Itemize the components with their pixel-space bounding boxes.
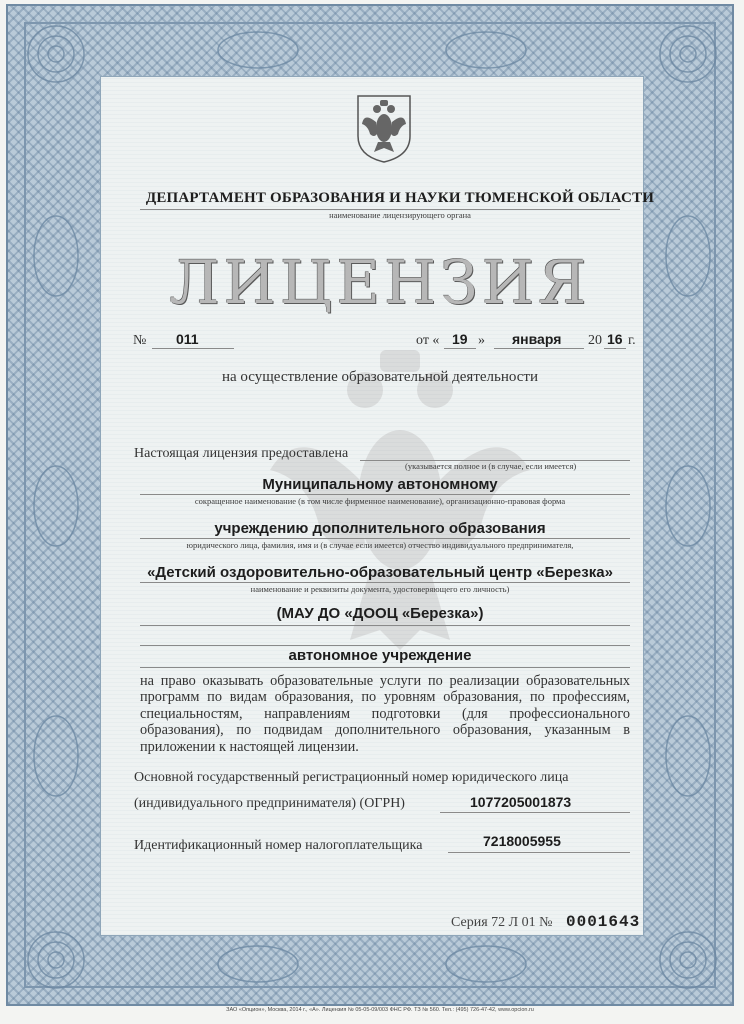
date-month: января <box>512 331 562 347</box>
number-label: № <box>133 333 147 348</box>
year-underline <box>604 348 626 349</box>
date-from-label: от « <box>416 333 440 348</box>
issued-caption-1: (указывается полное и (в случае, если имеется) <box>405 461 577 471</box>
issued-line-2 <box>140 538 630 539</box>
printer-footer: ЗАО «Опцион», Москва, 2014 г., «А». Лицензия № 05-05-09/003 ФНС РФ. ТЗ № 560. Тел.: (495) 726-47-42, www.opcion.ru <box>226 1007 534 1013</box>
issued-name-line3: «Детский оздоровительно-образовательный центр «Березка» <box>147 564 613 581</box>
issued-caption-4: наименование и реквизиты документа, удостоверяющего его личность) <box>250 584 510 594</box>
license-title: ЛИЦЕНЗИЯ <box>169 248 591 318</box>
month-underline <box>494 348 584 349</box>
issued-line-3 <box>140 582 630 583</box>
license-number: 011 <box>176 331 199 347</box>
department-name: ДЕПАРТАМЕНТ ОБРАЗОВАНИЯ И НАУКИ ТЮМЕНСКОЙ ОБЛАСТИ <box>145 190 655 206</box>
inn-label: Идентификационный номер налогоплательщика <box>134 838 423 853</box>
issued-line-6 <box>140 667 630 668</box>
date-day: 19 <box>452 331 468 347</box>
ogrn-value: 1077205001873 <box>470 794 572 810</box>
date-close-quote: » <box>478 333 485 348</box>
rights-paragraph: на право оказывать образовательные услуги по реализации образовательных программ по видам образования, по уровням образования, по профессиям, специальностям, направлениям подготовки (для профессионального образования), по подвидам дополнительного образования, указанным в приложении к настоящей лицензии. <box>140 673 630 755</box>
license-purpose: на осуществление образовательной деятельности <box>221 369 539 385</box>
ogrn-underline <box>440 812 630 813</box>
issued-org-form: автономное учреждение <box>288 647 472 664</box>
serial-number: 0001643 <box>566 913 641 931</box>
ogrn-label-line2: (индивидуального предпринимателя) (ОГРН) <box>134 796 405 811</box>
issued-name-line4: (МАУ ДО «ДООЦ «Березка») <box>276 605 484 622</box>
coat-of-arms-icon <box>354 92 414 164</box>
department-caption: наименование лицензирующего органа <box>329 210 471 220</box>
date-year-prefix: 20 <box>588 333 602 348</box>
ogrn-label-line1: Основной государственный регистрационный номер юридического лица <box>134 770 569 785</box>
issued-caption-2: сокращенное наименование (в том числе фирменное наименование), организационно-правовая форма <box>194 496 566 506</box>
issued-line-1 <box>140 494 630 495</box>
issued-caption-3: юридического лица, фамилия, имя и (в случае если имеется) отчество индивидуального предпринимателя, <box>186 540 574 550</box>
issued-line-5 <box>140 645 630 646</box>
number-underline <box>152 348 234 349</box>
date-year: 16 <box>607 331 623 347</box>
issued-line-4 <box>140 625 630 626</box>
day-underline <box>444 348 476 349</box>
issued-name-line1: Муниципальному автономному <box>262 476 498 493</box>
inn-underline <box>448 852 630 853</box>
issued-to-label: Настоящая лицензия предоставлена <box>134 446 349 461</box>
inn-value: 7218005955 <box>483 833 561 849</box>
date-year-suffix: г. <box>628 333 636 348</box>
serial-label: Серия 72 Л 01 № <box>451 915 553 930</box>
issued-name-line2: учреждению дополнительного образования <box>214 520 546 537</box>
